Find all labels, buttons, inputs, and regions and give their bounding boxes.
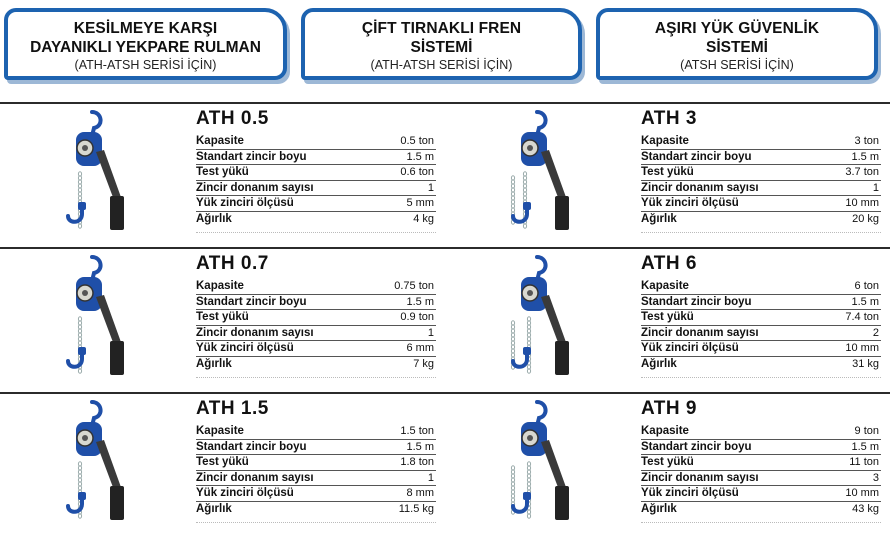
spec-value: 1.5 ton (400, 425, 434, 437)
spec-value: 10 mm (845, 342, 879, 354)
product-block (445, 247, 890, 383)
feature-subtitle: (ATH-ATSH SERİSİ İÇİN) (74, 58, 217, 72)
spec-label: Ağırlık (196, 357, 232, 370)
spec-label: Standart zincir boyu (641, 150, 752, 163)
spec-row (641, 165, 881, 181)
spec-label: Ağırlık (641, 502, 677, 515)
spec-value: 1 (872, 181, 879, 194)
spec-value: 43 kg (852, 502, 879, 515)
spec-value: 31 kg (852, 357, 879, 370)
lever-hoist-icon (40, 108, 150, 236)
spec-row (196, 471, 436, 487)
lever-hoist-icon (485, 108, 595, 236)
model-name: ATH 1.5 (196, 398, 269, 419)
spec-label: Test yükü (641, 456, 694, 468)
spec-value: 1 (427, 471, 434, 484)
spec-row (641, 341, 881, 357)
divider (0, 102, 445, 104)
spec-row (196, 310, 436, 326)
feature-title-line2: DAYANIKLI YEKPARE RULMAN (30, 39, 261, 56)
lever-hoist-icon (40, 253, 150, 381)
product-block (0, 392, 445, 528)
spec-row (196, 341, 436, 357)
spec-row (196, 196, 436, 212)
divider (641, 231, 881, 233)
spec-label: Kapasite (641, 280, 689, 292)
spec-value: 1.5 m (851, 440, 879, 453)
spec-value: 10 mm (845, 197, 879, 209)
spec-row (196, 357, 436, 373)
model-name: ATH 6 (641, 253, 697, 274)
product-block (445, 102, 890, 238)
spec-value: 6 mm (406, 342, 434, 354)
spec-label: Test yükü (196, 166, 249, 178)
feature-subtitle: (ATSH SERİSİ İÇİN) (680, 58, 794, 72)
spec-label: Zincir donanım sayısı (641, 326, 759, 339)
spec-row (196, 134, 436, 150)
spec-row (641, 326, 881, 342)
spec-table (196, 424, 436, 517)
spec-label: Test yükü (641, 166, 694, 178)
product-block (0, 102, 445, 238)
spec-label: Kapasite (196, 135, 244, 147)
spec-label: Zincir donanım sayısı (196, 326, 314, 339)
spec-row (641, 486, 881, 502)
spec-table (641, 279, 881, 372)
spec-label: Zincir donanım sayısı (196, 181, 314, 194)
spec-value: 6 ton (854, 280, 879, 292)
spec-label: Standart zincir boyu (196, 150, 307, 163)
feature-banner-brake (301, 8, 582, 80)
spec-value: 11.5 kg (398, 502, 434, 515)
spec-label: Zincir donanım sayısı (196, 471, 314, 484)
product-block (0, 247, 445, 383)
divider (641, 376, 881, 378)
spec-label: Ağırlık (196, 212, 232, 225)
spec-row (641, 196, 881, 212)
spec-value: 1 (427, 326, 434, 339)
divider (196, 376, 436, 378)
spec-table (641, 424, 881, 517)
spec-row (196, 502, 436, 518)
spec-label: Standart zincir boyu (196, 440, 307, 453)
spec-value: 3 (872, 471, 879, 484)
divider (196, 231, 436, 233)
spec-row (641, 471, 881, 487)
spec-table (641, 134, 881, 227)
spec-value: 9 ton (854, 425, 879, 437)
spec-value: 0.75 ton (394, 280, 434, 292)
spec-label: Test yükü (641, 311, 694, 323)
feature-title-line2: SİSTEMİ (705, 39, 768, 56)
spec-label: Yük zinciri ölçüsü (641, 342, 739, 354)
spec-label: Yük zinciri ölçüsü (641, 487, 739, 499)
spec-value: 0.5 ton (400, 135, 434, 147)
model-name: ATH 0.5 (196, 108, 269, 129)
spec-row (196, 181, 436, 197)
spec-label: Kapasite (196, 425, 244, 437)
divider (196, 521, 436, 523)
spec-row (641, 212, 881, 228)
spec-label: Test yükü (196, 311, 249, 323)
spec-label: Yük zinciri ölçüsü (196, 197, 294, 209)
spec-label: Kapasite (196, 280, 244, 292)
spec-label: Standart zincir boyu (641, 295, 752, 308)
feature-banner-overload (596, 8, 878, 80)
lever-hoist-icon (40, 398, 150, 526)
spec-value: 1.8 ton (400, 456, 434, 468)
spec-label: Yük zinciri ölçüsü (196, 487, 294, 499)
spec-row (641, 357, 881, 373)
spec-value: 0.9 ton (400, 311, 434, 323)
spec-row (196, 455, 436, 471)
spec-value: 8 mm (406, 487, 434, 499)
spec-row (641, 134, 881, 150)
feature-title-line1: ÇİFT TIRNAKLI FREN (361, 20, 522, 37)
spec-value: 1.5 m (851, 150, 879, 163)
spec-table (196, 279, 436, 372)
spec-row (196, 424, 436, 440)
spec-value: 11 ton (849, 456, 879, 468)
spec-value: 3 ton (854, 135, 879, 147)
spec-row (196, 326, 436, 342)
spec-label: Yük zinciri ölçüsü (641, 197, 739, 209)
feature-title-line2: SİSTEMİ (410, 39, 473, 56)
lever-hoist-icon (485, 253, 595, 381)
spec-label: Yük zinciri ölçüsü (196, 342, 294, 354)
spec-row (196, 279, 436, 295)
spec-label: Kapasite (641, 425, 689, 437)
spec-row (641, 424, 881, 440)
model-name: ATH 3 (641, 108, 697, 129)
spec-row (196, 486, 436, 502)
spec-row (196, 150, 436, 166)
spec-row (196, 165, 436, 181)
divider (641, 521, 881, 523)
model-name: ATH 0.7 (196, 253, 269, 274)
spec-label: Test yükü (196, 456, 249, 468)
spec-value: 0.6 ton (400, 166, 434, 178)
spec-value: 1.5 m (851, 295, 879, 308)
spec-value: 7.4 ton (845, 311, 879, 323)
spec-value: 1.5 m (406, 440, 434, 453)
spec-label: Standart zincir boyu (196, 295, 307, 308)
spec-row (641, 455, 881, 471)
spec-label: Zincir donanım sayısı (641, 181, 759, 194)
spec-row (641, 150, 881, 166)
spec-row (641, 310, 881, 326)
product-block (445, 392, 890, 528)
lever-hoist-icon (485, 398, 595, 526)
spec-row (641, 181, 881, 197)
feature-banner-bearing (4, 8, 287, 80)
spec-row (196, 212, 436, 228)
spec-table (196, 134, 436, 227)
divider (445, 247, 890, 249)
spec-value: 3.7 ton (845, 166, 879, 178)
spec-label: Zincir donanım sayısı (641, 471, 759, 484)
divider (0, 247, 445, 249)
spec-label: Ağırlık (641, 357, 677, 370)
spec-value: 20 kg (852, 212, 879, 225)
feature-title-line1: AŞIRI YÜK GÜVENLİK (654, 20, 820, 37)
spec-row (196, 295, 436, 311)
spec-row (641, 279, 881, 295)
spec-row (196, 440, 436, 456)
spec-label: Ağırlık (641, 212, 677, 225)
spec-value: 5 mm (406, 197, 434, 209)
spec-label: Standart zincir boyu (641, 440, 752, 453)
spec-value: 7 kg (413, 357, 434, 370)
spec-value: 1.5 m (406, 295, 434, 308)
spec-row (641, 440, 881, 456)
divider (0, 392, 445, 394)
spec-row (641, 502, 881, 518)
model-name: ATH 9 (641, 398, 697, 419)
divider (445, 392, 890, 394)
spec-value: 2 (872, 326, 879, 339)
feature-subtitle: (ATH-ATSH SERİSİ İÇİN) (370, 58, 513, 72)
feature-title-line1: KESİLMEYE KARŞI (73, 20, 218, 37)
spec-label: Ağırlık (196, 502, 232, 515)
spec-value: 4 kg (413, 212, 434, 225)
spec-value: 1.5 m (406, 150, 434, 163)
divider (445, 102, 890, 104)
spec-value: 10 mm (845, 487, 879, 499)
spec-value: 1 (427, 181, 434, 194)
spec-row (641, 295, 881, 311)
spec-label: Kapasite (641, 135, 689, 147)
